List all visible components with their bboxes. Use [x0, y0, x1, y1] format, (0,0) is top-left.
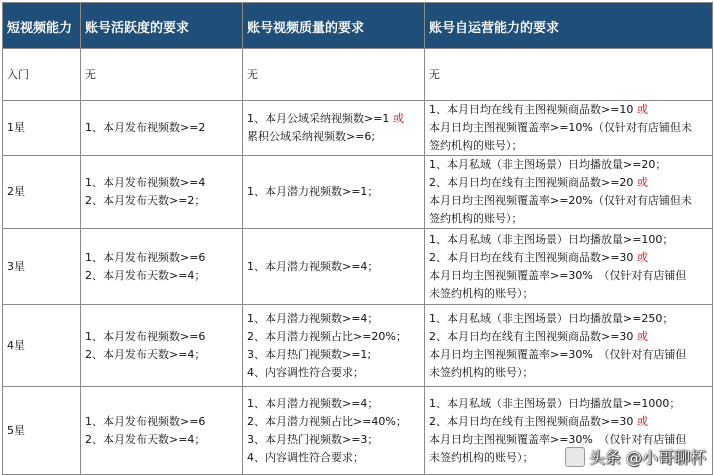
requirement-line	[429, 101, 708, 119]
requirement-text: 2、本月潜力视频占比>=40%；	[247, 414, 407, 428]
requirement-line	[247, 364, 420, 382]
requirement-text: 2、本月日均在线有主图视频商品数>=30	[429, 329, 637, 343]
requirements-table	[2, 2, 713, 475]
requirement-text: 3、本月热门视频数>=1;	[247, 347, 372, 361]
requirement-text: 1、本月潜力视频数>=4；	[247, 311, 379, 325]
requirement-line	[429, 137, 708, 155]
requirement-line	[85, 174, 238, 192]
requirement-line	[247, 183, 420, 201]
requirement-line	[85, 346, 238, 364]
or-keyword: 或	[636, 176, 648, 189]
requirement-text: 2、本月日均在线有主图视频商品数>=30	[429, 414, 637, 428]
requirement-line	[85, 119, 238, 137]
activity-cell	[81, 156, 243, 229]
requirement-line	[429, 192, 708, 210]
table-row	[3, 305, 713, 387]
table-header-row	[3, 3, 713, 49]
activity-cell	[81, 49, 243, 101]
requirement-line	[247, 128, 420, 146]
requirement-text: 2、本月日均在线有主图视频商品数>=30	[429, 250, 637, 264]
watermark	[565, 445, 706, 468]
activity-cell	[81, 387, 243, 475]
requirement-text: 本月日均主图视频覆盖率>=30% （仅针对有店铺但	[429, 347, 687, 361]
requirement-text: 无	[429, 67, 440, 81]
ops-cell	[425, 229, 713, 305]
activity-cell	[81, 229, 243, 305]
requirement-line	[85, 192, 238, 210]
quality-cell	[243, 49, 425, 101]
ops-cell	[425, 49, 713, 101]
quality-cell	[243, 387, 425, 475]
requirement-text: 4、内容调性符合要求；	[247, 450, 364, 464]
requirement-line	[247, 66, 420, 84]
ops-cell	[425, 156, 713, 229]
ops-cell	[425, 305, 713, 387]
requirement-line	[429, 210, 708, 228]
or-keyword: 或	[636, 103, 648, 116]
requirement-line	[429, 285, 708, 303]
level-cell: 2星	[3, 156, 81, 229]
requirement-text: 无	[247, 67, 258, 81]
requirement-line	[85, 267, 238, 285]
requirement-line	[429, 174, 708, 192]
header-video-quality-requirement: 账号视频质量的要求	[243, 3, 425, 49]
requirement-text: 2、本月发布天数>=4；	[85, 268, 206, 282]
level-cell: 1星	[3, 101, 81, 156]
requirement-line	[85, 249, 238, 267]
requirement-line	[247, 328, 420, 346]
requirement-text: 本月日均主图视频覆盖率>=30% （仅针对有店铺但	[429, 268, 687, 282]
requirement-text: 未签约机构的账号）；	[429, 450, 534, 464]
requirement-text: 未签约机构的账号）；	[429, 365, 534, 379]
requirement-text: 签约机构的账号）；	[429, 139, 523, 152]
requirement-line	[429, 66, 708, 84]
table-row	[3, 229, 713, 305]
requirement-line	[247, 449, 420, 467]
requirement-text: 2、本月发布天数>=4；	[85, 432, 206, 446]
ops-cell	[425, 101, 713, 156]
or-keyword: 或	[636, 414, 648, 428]
requirement-line	[429, 413, 708, 431]
watermark-text: 头条 @小哥聊杯	[588, 448, 706, 467]
table-body	[3, 49, 713, 475]
requirement-text: 1、本月发布视频数>=4	[85, 176, 206, 189]
requirement-line	[247, 413, 420, 431]
quality-cell	[243, 305, 425, 387]
requirement-text: 2、本月发布天数>=2；	[85, 194, 206, 207]
requirement-line	[85, 66, 238, 84]
requirement-line	[429, 156, 708, 174]
level-cell: 入门	[3, 49, 81, 101]
requirement-text: 本月日均主图视频覆盖率>=30% （仅针对有店铺但	[429, 432, 687, 446]
requirement-line	[429, 346, 708, 364]
requirement-text: 1、本月私域（非主图场景）日均播放量>=20；	[429, 158, 667, 171]
header-self-operation-requirement: 账号自运营能力的要求	[425, 3, 713, 49]
requirement-line	[429, 328, 708, 346]
table-row	[3, 156, 713, 229]
requirement-text: 1、本月公域采纳视频数>=1	[247, 112, 393, 125]
requirement-text: 1、本月私域（非主图场景）日均播放量>=1000；	[429, 396, 681, 410]
activity-cell	[81, 305, 243, 387]
or-keyword: 或	[392, 112, 404, 125]
table-row	[3, 49, 713, 101]
requirement-line	[247, 431, 420, 449]
requirement-line	[85, 413, 238, 431]
requirement-text: 1、本月发布视频数>=6	[85, 414, 206, 428]
toutiao-logo-icon	[565, 447, 585, 467]
table-row	[3, 101, 713, 156]
requirement-line	[429, 119, 708, 137]
requirement-text: 本月日均主图视频覆盖率>=20%（仅针对有店铺但未	[429, 194, 692, 207]
requirement-text: 3、本月热门视频数>=3；	[247, 432, 379, 446]
level-cell: 4星	[3, 305, 81, 387]
requirement-line	[429, 395, 708, 413]
requirement-text: 1、本月潜力视频数>=1；	[247, 185, 379, 198]
quality-cell	[243, 229, 425, 305]
requirement-line	[247, 395, 420, 413]
requirement-text: 1、本月发布视频数>=6	[85, 329, 206, 343]
requirement-line	[429, 231, 708, 249]
requirement-line	[85, 431, 238, 449]
requirement-text: 累积公域采纳视频数>=6;	[247, 130, 376, 143]
requirement-line	[247, 346, 420, 364]
requirement-text: 未签约机构的账号）；	[429, 286, 534, 300]
requirement-text: 4、内容调性符合要求；	[247, 365, 364, 379]
requirement-text: 1、本月潜力视频数>=4；	[247, 259, 379, 273]
requirement-text: 2、本月日均在线有主图视频商品数>=20	[429, 176, 637, 189]
requirement-text: 1、本月潜力视频数>=4；	[247, 396, 379, 410]
quality-cell	[243, 101, 425, 156]
requirement-line	[429, 364, 708, 382]
requirement-text: 1、本月日均在线有主图视频商品数>=10	[429, 103, 637, 116]
requirement-text: 2、本月潜力视频占比>=20%；	[247, 329, 407, 343]
requirement-line	[247, 310, 420, 328]
requirement-line	[85, 328, 238, 346]
requirement-text: 签约机构的账号）；	[429, 212, 523, 225]
requirement-line	[247, 110, 420, 128]
requirement-text: 1、本月发布视频数>=2	[85, 121, 206, 134]
header-capability-level: 短视频能力	[3, 3, 81, 49]
requirement-text: 本月日均主图视频覆盖率>=10%（仅针对有店铺但未	[429, 121, 692, 134]
requirement-line	[429, 310, 708, 328]
requirement-line	[247, 258, 420, 276]
activity-cell	[81, 101, 243, 156]
requirement-text: 1、本月私域（非主图场景）日均播放量>=250；	[429, 311, 674, 325]
header-activity-requirement: 账号活跃度的要求	[81, 3, 243, 49]
quality-cell	[243, 156, 425, 229]
or-keyword: 或	[636, 250, 648, 264]
requirement-text: 1、本月私域（非主图场景）日均播放量>=100；	[429, 232, 674, 246]
requirement-line	[429, 249, 708, 267]
requirement-text: 无	[85, 67, 96, 81]
requirement-text: 1、本月发布视频数>=6	[85, 250, 206, 264]
level-cell: 5星	[3, 387, 81, 475]
requirement-text: 2、本月发布天数>=4；	[85, 347, 206, 361]
level-cell: 3星	[3, 229, 81, 305]
requirement-line	[429, 267, 708, 285]
or-keyword: 或	[636, 329, 648, 343]
